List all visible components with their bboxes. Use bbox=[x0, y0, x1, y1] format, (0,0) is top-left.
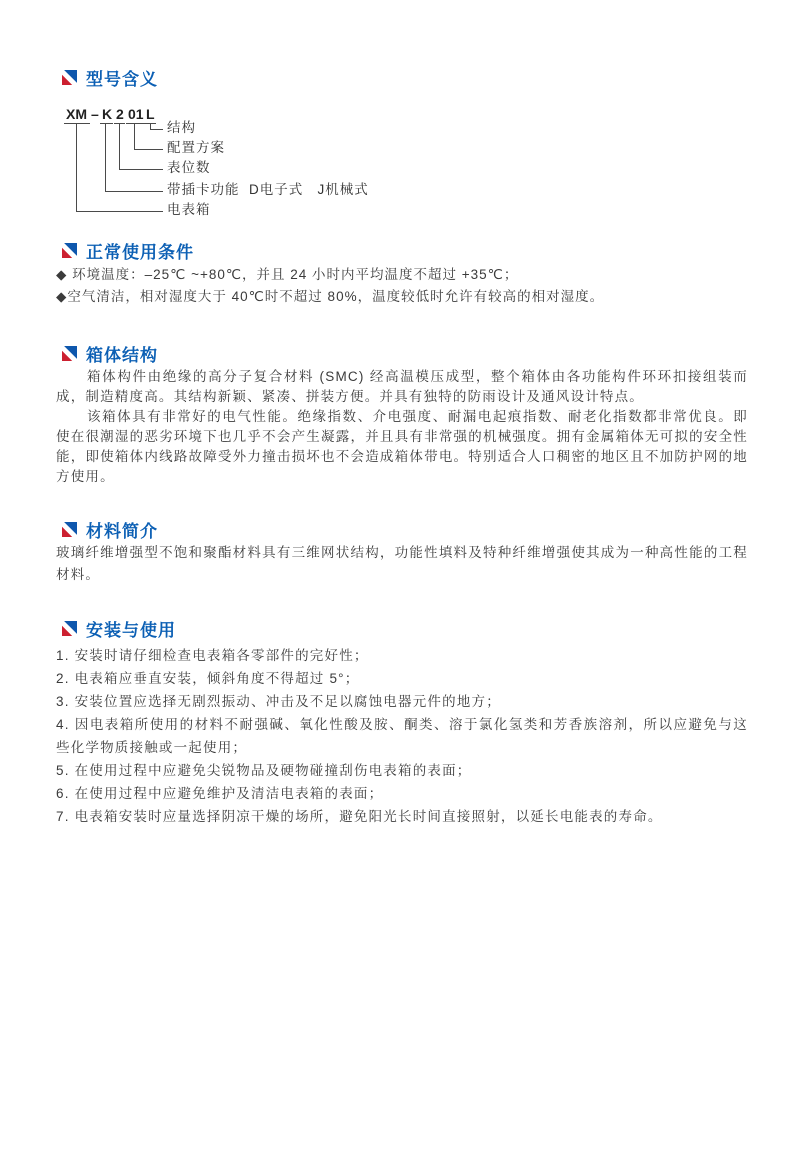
material-intro-text bbox=[56, 542, 748, 586]
install-item: 5. 在使用过程中应避免尖锐物品及硬物碰撞刮伤电表箱的表面； bbox=[56, 763, 472, 778]
section-title: 正常使用条件 bbox=[86, 243, 194, 262]
section-header-use-conditions bbox=[62, 238, 194, 263]
label-card-type: 带插卡功能 D电子式 J机械式 bbox=[167, 182, 369, 197]
model-code-prefix: XM bbox=[66, 106, 87, 122]
section-marker-icon bbox=[62, 70, 77, 85]
section-title: 箱体结构 bbox=[86, 346, 158, 365]
section-title: 材料简介 bbox=[86, 522, 158, 541]
paragraph: 玻璃纤维增强型不饱和聚酯材料具有三维网状结构，功能性填料及特种纤维增强使其成为一种高性能的工程材料。 bbox=[56, 545, 748, 582]
section-title: 型号含义 bbox=[86, 70, 158, 89]
install-item: 3. 安装位置应选择无剧烈振动、冲击及不足以腐蚀电器元件的地方； bbox=[56, 694, 501, 709]
label-structure: 结构 bbox=[167, 120, 196, 135]
section-header-model-meaning bbox=[62, 65, 158, 90]
section-title: 安装与使用 bbox=[86, 621, 176, 640]
install-item: 2. 电表箱应垂直安装，倾斜角度不得超过 5°； bbox=[56, 671, 360, 686]
model-code-k: K bbox=[102, 106, 113, 122]
section-marker-icon bbox=[62, 522, 77, 537]
section-header-install-use bbox=[62, 616, 176, 641]
model-code-digit: 2 bbox=[116, 106, 124, 122]
model-code-dash: – bbox=[91, 106, 99, 122]
install-item: 4. 因电表箱所使用的材料不耐强碱、氧化性酸及胺、酮类、溶于氯化氢类和芳香族溶剂，所以应避免与这些化学物质接触或一起使用； bbox=[56, 717, 748, 755]
install-item: 7. 电表箱安装时应量选择阴凉干燥的场所，避免阳光长时间直接照射，以延长电能表的寿命。 bbox=[56, 809, 663, 824]
label-config: 配置方案 bbox=[167, 140, 225, 155]
paragraph: 该箱体具有非常好的电气性能。绝缘指数、介电强度、耐漏电起痕指数、耐老化指数都非常优良。即使在很潮湿的恶劣环境下也几乎不会产生凝露，并且具有非常强的机械强度。拥有金属箱体无可拟的安全性能，即使箱体内线路故障受外力撞击损坏也不会造成箱体带电。特别适合人口稠密的地区且不加防护网的地方使用。 bbox=[56, 409, 748, 484]
paragraph: 箱体构件由绝缘的高分子复合材料 (SMC) 经高温模压成型，整个箱体由各功能构件环环扣接组装而成，制造精度高。其结构新颖、紧凑、拼装方便。并具有独特的防雨设计及通风设计特点。 bbox=[56, 369, 748, 404]
model-code-config: 01 bbox=[128, 106, 144, 122]
section-marker-icon bbox=[62, 243, 77, 258]
install-use-list bbox=[56, 644, 748, 828]
section-header-material-intro bbox=[62, 517, 158, 542]
box-structure-text bbox=[56, 367, 748, 487]
model-code-suffix: L bbox=[146, 106, 155, 122]
connector-meter-box bbox=[76, 123, 163, 212]
condition-item: ◆ 环境温度：–25℃ ~+80℃，并且 24 小时内平均温度不超过 +35℃； bbox=[56, 267, 519, 282]
section-marker-icon bbox=[62, 621, 77, 636]
install-item: 1. 安装时请仔细检查电表箱各零部件的完好性； bbox=[56, 648, 369, 663]
section-header-box-structure bbox=[62, 341, 158, 366]
condition-item: ◆空气清洁，相对湿度大于 40℃时不超过 80%，温度较低时允许有较高的相对湿度。 bbox=[56, 289, 605, 304]
label-meter-box: 电表箱 bbox=[167, 202, 211, 217]
install-item: 6. 在使用过程中应避免维护及清洁电表箱的表面； bbox=[56, 786, 384, 801]
use-conditions-list bbox=[56, 264, 748, 308]
section-marker-icon bbox=[62, 346, 77, 361]
label-meter-count: 表位数 bbox=[167, 160, 211, 175]
